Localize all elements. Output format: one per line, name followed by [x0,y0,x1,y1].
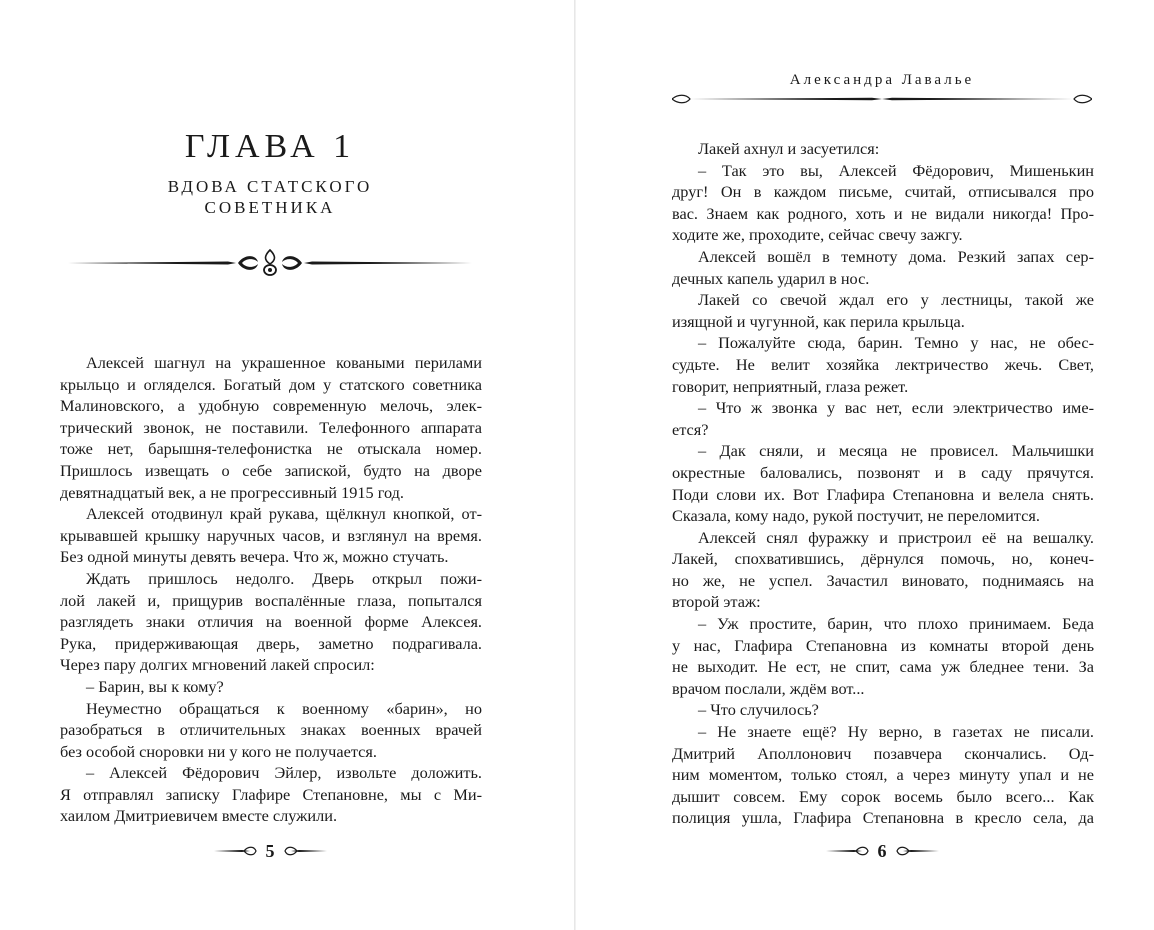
text-line: Алексей шагнул на украшенное коваными перилами [86,353,482,372]
text-line: Сказала, кому надо, рукой постучит, не переломится. [672,506,1040,526]
text-line: дечных капель ударил в нос. [672,268,870,288]
text-line: крывавшей крышку наручных часов, и взглянул на время. [60,525,482,545]
text-line: Лакей со свечой ждал его у лестницы, такой же [698,290,1094,310]
text-line: разобраться в отличительных знаках военных врачей [60,720,482,740]
text-line: – Что ж звонка у вас нет, если электричество име- [698,398,1094,418]
text-line: – Барин, вы к кому? [86,676,224,696]
left-page [0,0,574,930]
folio-ornament-right-icon [283,845,327,857]
text-line: Через пару долгих мгновений лакей спросил: [60,655,375,675]
text-line: – Алексей Фёдорович Эйлер, извольте доложить. [86,763,482,783]
chapter-subtitle [80,176,460,218]
text-line: Пришлось извещать о себе запиской, будто на дворе [60,460,482,480]
text-line: Поди слови их. Вот Глафира Степановна и велела снять. [672,484,1094,504]
text-line: второй этаж: [672,592,761,612]
chapter-title: ГЛАВА 1 [184,128,356,165]
text-line: ется? [672,419,709,439]
text-line: ходите же, проходите, сейчас свечу зажгу. [672,225,963,245]
text-line: но же, не успел. Зачастил виновато, поднимаясь на [672,570,1094,590]
text-line: говорит, неприятный, глаза режет. [672,376,909,396]
left-page-body [60,352,482,827]
folio-ornament-right-icon [895,845,939,857]
text-line: Алексей отодвинул край рукава, щёлкнул кнопкой, от- [86,504,482,524]
folio-ornament-left-icon [214,845,258,857]
text-line: хаилом Дмитриевичем вместе служили. [60,806,338,826]
text-line: – Не знаете ещё? Ну верно, в газетах не писали. [698,722,1094,742]
text-line: без особой сноровки ни у кого не получается. [60,741,377,761]
chapter-subtitle-line: ВДОВА СТАТСКОГО [167,177,373,196]
text-line: Ждать пришлось недолго. Дверь открыл пожи- [86,568,482,588]
text-line: друг! Он в каждом письме, считай, отписывался про [672,182,1094,202]
text-line: Алексей снял фуражку и пристроил её на вешалку. [698,527,1094,547]
text-line: Лакей, спохватившись, дёрнулся помочь, но, конеч- [672,549,1094,569]
text-line: Алексей вошёл в темноту дома. Резкий запах сер- [698,246,1094,266]
text-line: Я отправлял записку Глафире Степановне, мы с Ми- [60,784,482,804]
right-page-number [772,840,992,862]
text-line: изящной и чугунной, как перила крыльца. [672,311,965,331]
text-line: окрестные баловались, позвонят и в саду прячутся. [672,462,1094,482]
left-page-number [160,840,380,862]
text-line: полиция ушла, Глафира Степановна в кресло села, да [672,808,1094,828]
text-line: Без одной минуты девять вечера. Что ж, можно стучать. [60,547,449,567]
text-line: разглядеть знаки отличия на военной форме Алексея. [60,612,482,632]
text-line: не выходит. Не ест, не спит, сама уж бледнее тени. За [672,657,1094,677]
text-line: – Что случилось? [698,700,819,720]
chapter-ornament-icon [68,246,472,280]
right-page-body [672,138,1094,829]
text-line: – Так это вы, Алексей Фёдорович, Мишенькин [698,160,1094,180]
text-line: Неуместно обращаться к военному «барин», но [86,698,482,718]
text-line: крыльцо и огляделся. Богатый дом у статского советника [60,374,482,394]
text-line: врачом послали, ждём вот... [672,678,865,698]
text-line: тоже нет, барышня-телефонистка не отыскала номер. [60,439,482,459]
folio-ornament-left-icon [826,845,870,857]
text-line: – Дак сняли, и месяца не провисел. Мальчишки [698,441,1094,461]
text-line: Рука, придерживающая дверь, заметно подрагивала. [60,633,482,653]
page-number: 5 [265,840,275,861]
chapter-subtitle-line: СОВЕТНИКА [204,198,336,217]
text-line: лой лакей и, прищурив воспалённые глаза, попытался [60,590,482,610]
text-line: Дмитрий Аполлонович позавчера скончались. Од- [672,743,1094,763]
page-number: 6 [877,840,887,861]
running-head: Александра Лавалье [789,72,975,88]
header-rule-ornament-icon [672,92,1092,106]
text-line: трический звонок, не поставили. Телефонного аппарата [60,417,482,437]
text-line: дышит совсем. Ему сорок восемь было всего... Как [672,786,1094,806]
text-line: судьте. Не велит хозяйка лектричество жечь. Свет, [672,354,1094,374]
text-line: вас. Знаем как родного, хоть и не видали никогда! Про- [672,203,1094,223]
text-line: Малиновского, а удобную современную мелочь, элек- [60,396,482,416]
text-line: у нас, Глафира Степановна из комнаты второй день [672,635,1094,655]
text-line: девятнадцатый век, а не прогрессивный 1915 год. [60,482,405,502]
text-line: ним моментом, только стоял, а через минуту упал и не [672,765,1094,785]
text-line: – Уж простите, барин, что плохо принимаем. Беда [698,614,1094,634]
text-line: – Пожалуйте сюда, барин. Темно у нас, не обес- [698,333,1094,353]
text-line: Лакей ахнул и засуетился: [698,139,880,158]
